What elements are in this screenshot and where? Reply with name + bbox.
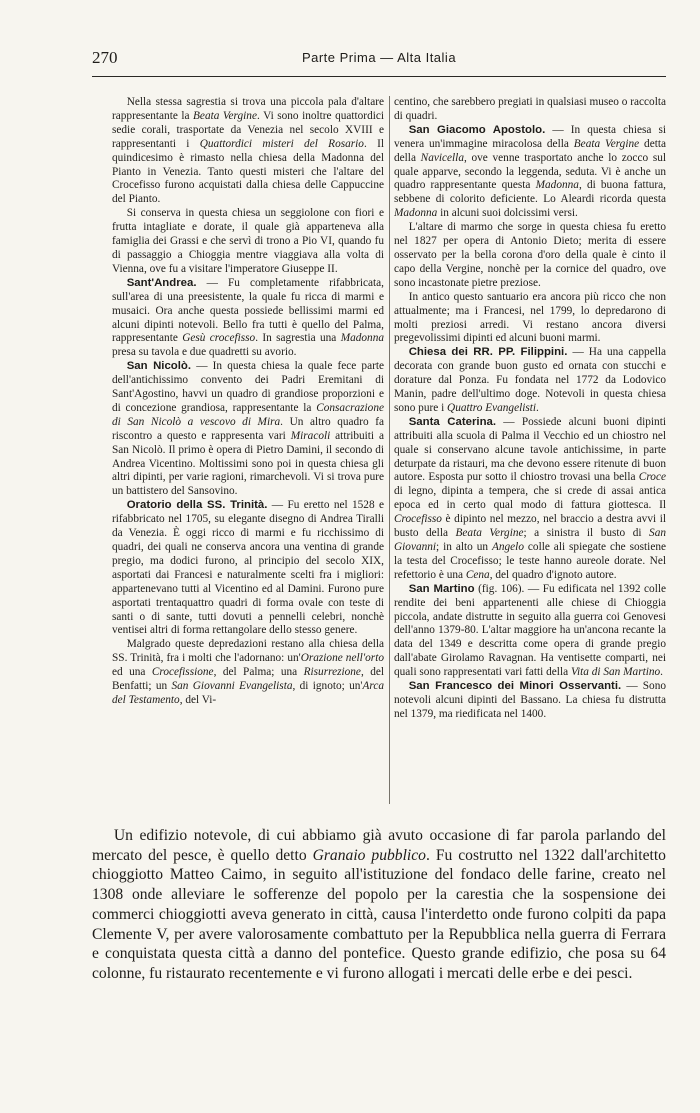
paragraph: Si conserva in questa chiesa un seggiolone con fiori e frutta intagliate e dorate, il quale già apparteneva alla famiglia dei Grassi e che servì di trono a Pio VI, quando fu di passaggio a Chioggia mentre viaggiava alla volta di Vienna, ove fu a visitare l'imperatore Giuseppe II. xyxy=(112,207,384,275)
paragraph: Un edifizio notevole, di cui abbiamo già avuto occasione di far parola parlando del mercato del pesce, è quello detto Granaio pubblico. Fu costrutto nel 1322 dall'architetto chioggiotto Matteo Caimo, in seguito all'istituzione del fondaco delle farine, creato nel 1308 onde alleviare le sofferenze del popolo per la carestia che la sospensione dei commerci chioggiotti aveva generato in città, causa l'interdetto onde furono colpiti da papa Clemente V, per avere valorosamente combattuto per la Repubblica nella guerra di Ferrara e conquistata questa città a danno del pontefice. Questo grande edifizio, che posa su 64 colonne, fu ristaurato recentemente e vi furono allogati i mercati delle erbe e dei pesci. xyxy=(92,827,666,982)
entry-heading: Chiesa dei RR. PP. Filippini. xyxy=(408,346,568,359)
paragraph: Malgrado queste depredazioni restano alla chiesa della SS. Trinità, fra i molti che l'adornano: un'Orazione nell'orto ed una Crocefissione, del Palma; una Risurrezione, del Benfatti; un San Giovanni Evangelista, di ignoto; un'Arca del Testamento, del Vi- xyxy=(112,638,384,706)
full-width-paragraph xyxy=(92,826,666,984)
entry-heading: San Giacomo Apostolo. xyxy=(408,123,546,136)
header-rule xyxy=(92,76,666,77)
column-divider xyxy=(389,96,390,804)
entry-san-giacomo: San Giacomo Apostolo. — In questa chiesa si venera un'immagine miracolosa della Beata Vergine detta della Navicella, ove venne trasportato anche lo zocco sul quale apparve, secondo la leggenda, seduta. Vi è anche un quadro rappresentante questa Madonna, di buona fattura, sebbene di colorito deficiente. Lo Aleardi ricorda questa Madonna in alcuni suoi dolcissimi versi. xyxy=(394,123,666,220)
paragraph: In antico questo santuario era ancora più ricco che non attualmente; ma i Francesi, nel 1799, lo depredarono di molti preziosi arredi. Vi restano ancora diversi pregevolissimi dipinti ed alcuni buoni marmi. xyxy=(394,290,666,345)
page-number: 270 xyxy=(92,48,118,67)
left-column xyxy=(112,96,384,814)
entry-heading: Santa Caterina. xyxy=(408,415,497,428)
entry-heading: Oratorio della SS. Trinità. xyxy=(126,499,268,512)
entry-san-martino: San Martino (fig. 106). — Fu edificata nel 1392 colle rendite dei beni appartenenti alle chiese di Chioggia piccola, andate distrutte in seguito alla guerra coi Genovesi dell'anno 1379-80. L'altar maggiore ha un'ancona recante la data del 1349 e descritta come opera di grande pregio dall'abate Girolamo Ravagnan. Ha ventisette comparti, nei quali sono rappresentati vari fatti della Vita di San Martino. xyxy=(394,582,666,679)
page-header xyxy=(92,48,666,72)
two-column-body xyxy=(112,96,666,814)
entry-heading: San Nicolò. xyxy=(126,360,192,373)
paragraph: L'altare di marmo che sorge in questa chiesa fu eretto nel 1827 per opera di Antonio Dieto; merita di essere osservato per la bella corona d'oro della quale è cinto il capo della Vergine, nonchè per la cornice del quadro, ove sono incastonate pietre preziose. xyxy=(394,221,666,289)
entry-oratorio-trinita: Oratorio della SS. Trinità. — Fu eretto nel 1528 e rifabbricato nel 1705, su elegante disegno di Andrea Tiralli da Venezia. È oggi ricco di marmi e fu ricchissimo di quadri, dei quali ne conserva ancora una ventina di grande pregio, ma dodici furono, al principio del secolo XIX, asportati dai Francesi e naturalmente scelti fra i migliori: appartenevano tutti al Vicentino ed al Damini. Furono pure asportati trentaquattro quadri di forma ovale con teste di santi o di sante, tutti dovuti a pennelli celebri, nonchè ventisei altri di forma rettangolare dello stesso genere. xyxy=(112,499,384,637)
running-title: Parte Prima — Alta Italia xyxy=(301,50,457,65)
entry-filippini: Chiesa dei RR. PP. Filippini. — Ha una cappella decorata con grande buon gusto ed ornata con stucchi e dorature dal Ponza. Fu fondata nel 1772 da Lodovico Manin, padre dell'ultimo doge. Notevoli in questa chiesa sono pure i Quattro Evangelisti. xyxy=(394,346,666,414)
paragraph: Nella stessa sagrestia si trova una piccola pala d'altare rappresentante la Beata Vergine. Vi sono inoltre quattordici sedie corali, trasportate da Venezia nel secolo XVIII e rappresentanti i Quattordici misteri del Rosario. Il quindicesimo è rimasto nella chiesa della Madonna del Pianto in Venezia. Tanto questi misteri che l'altare del Crocefisso furono acquistati dalla chiesa delle Cappuccine del Pianto. xyxy=(112,96,384,206)
entry-heading: San Francesco dei Minori Osservanti. xyxy=(408,680,622,693)
entry-santa-caterina: Santa Caterina. — Possiede alcuni buoni dipinti attribuiti alla scuola di Palma il Vecchio ed un chiostro nel quale si conservano alcune tavole antichissime, in parte deturpate da ristauri, ma che devono essere ritenute di buon autore. Esposta pur sotto il chiostro trovasi una bella Croce di legno, dipinta a tempera, che si crede di assai antica epoca ed in certo qual modo di fattura giottesca. Il Crocefisso è dipinto nel mezzo, nel braccio a destra avvi il busto della Beata Vergine; a sinistra il busto di San Giovanni; in alto un Angelo colle ali spiegate che sostiene la testa del Crocefisso; le teste hanno aureole dorate. Nel refettorio è una Cena, del quadro d'ignoto autore. xyxy=(394,415,666,581)
entry-heading: Sant'Andrea. xyxy=(126,276,197,289)
entry-san-francesco: San Francesco dei Minori Osservanti. — Sono notevoli alcuni dipinti del Bassano. La chiesa fu distrutta nel 1379, ma riedificata nel 1400. xyxy=(394,680,666,720)
entry-san-nicolo: San Nicolò. — In questa chiesa la quale fece parte dell'antichissimo convento dei Padri Eremitani di Sant'Agostino, havvi un quadro di grandiose proporzioni e di concezione grandiosa, rappresentante la Consacrazione di San Nicolò a vescovo di Mira. Un altro quadro fa riscontro a questo e rappresenta vari Miracoli attribuiti a San Nicolò. Il primo è opera di Pietro Damini, il secondo di Andrea Vicentino. Moltissimi sono poi in questa chiesa gli altri dipinti, per varie ragioni, rimarchevoli. Vi si trova pure un battistero del Sansovino. xyxy=(112,360,384,498)
entry-heading: San Martino xyxy=(408,582,475,595)
right-column xyxy=(394,96,666,814)
entry-sant-andrea: Sant'Andrea. — Fu completamente rifabbricata, sull'area di una preesistente, la quale fu ricca di marmi e musaici. Ora anche questa possiede bellissimi marmi ed alcuni dipinti notevoli. Bello fra tutti è quello del Palma, rappresentante Gesù crocefisso. In sagrestia una Madonna presa su tavola e due quadretti su avorio. xyxy=(112,276,384,359)
paragraph: centino, che sarebbero pregiati in qualsiasi museo o raccolta di quadri. xyxy=(394,96,666,122)
